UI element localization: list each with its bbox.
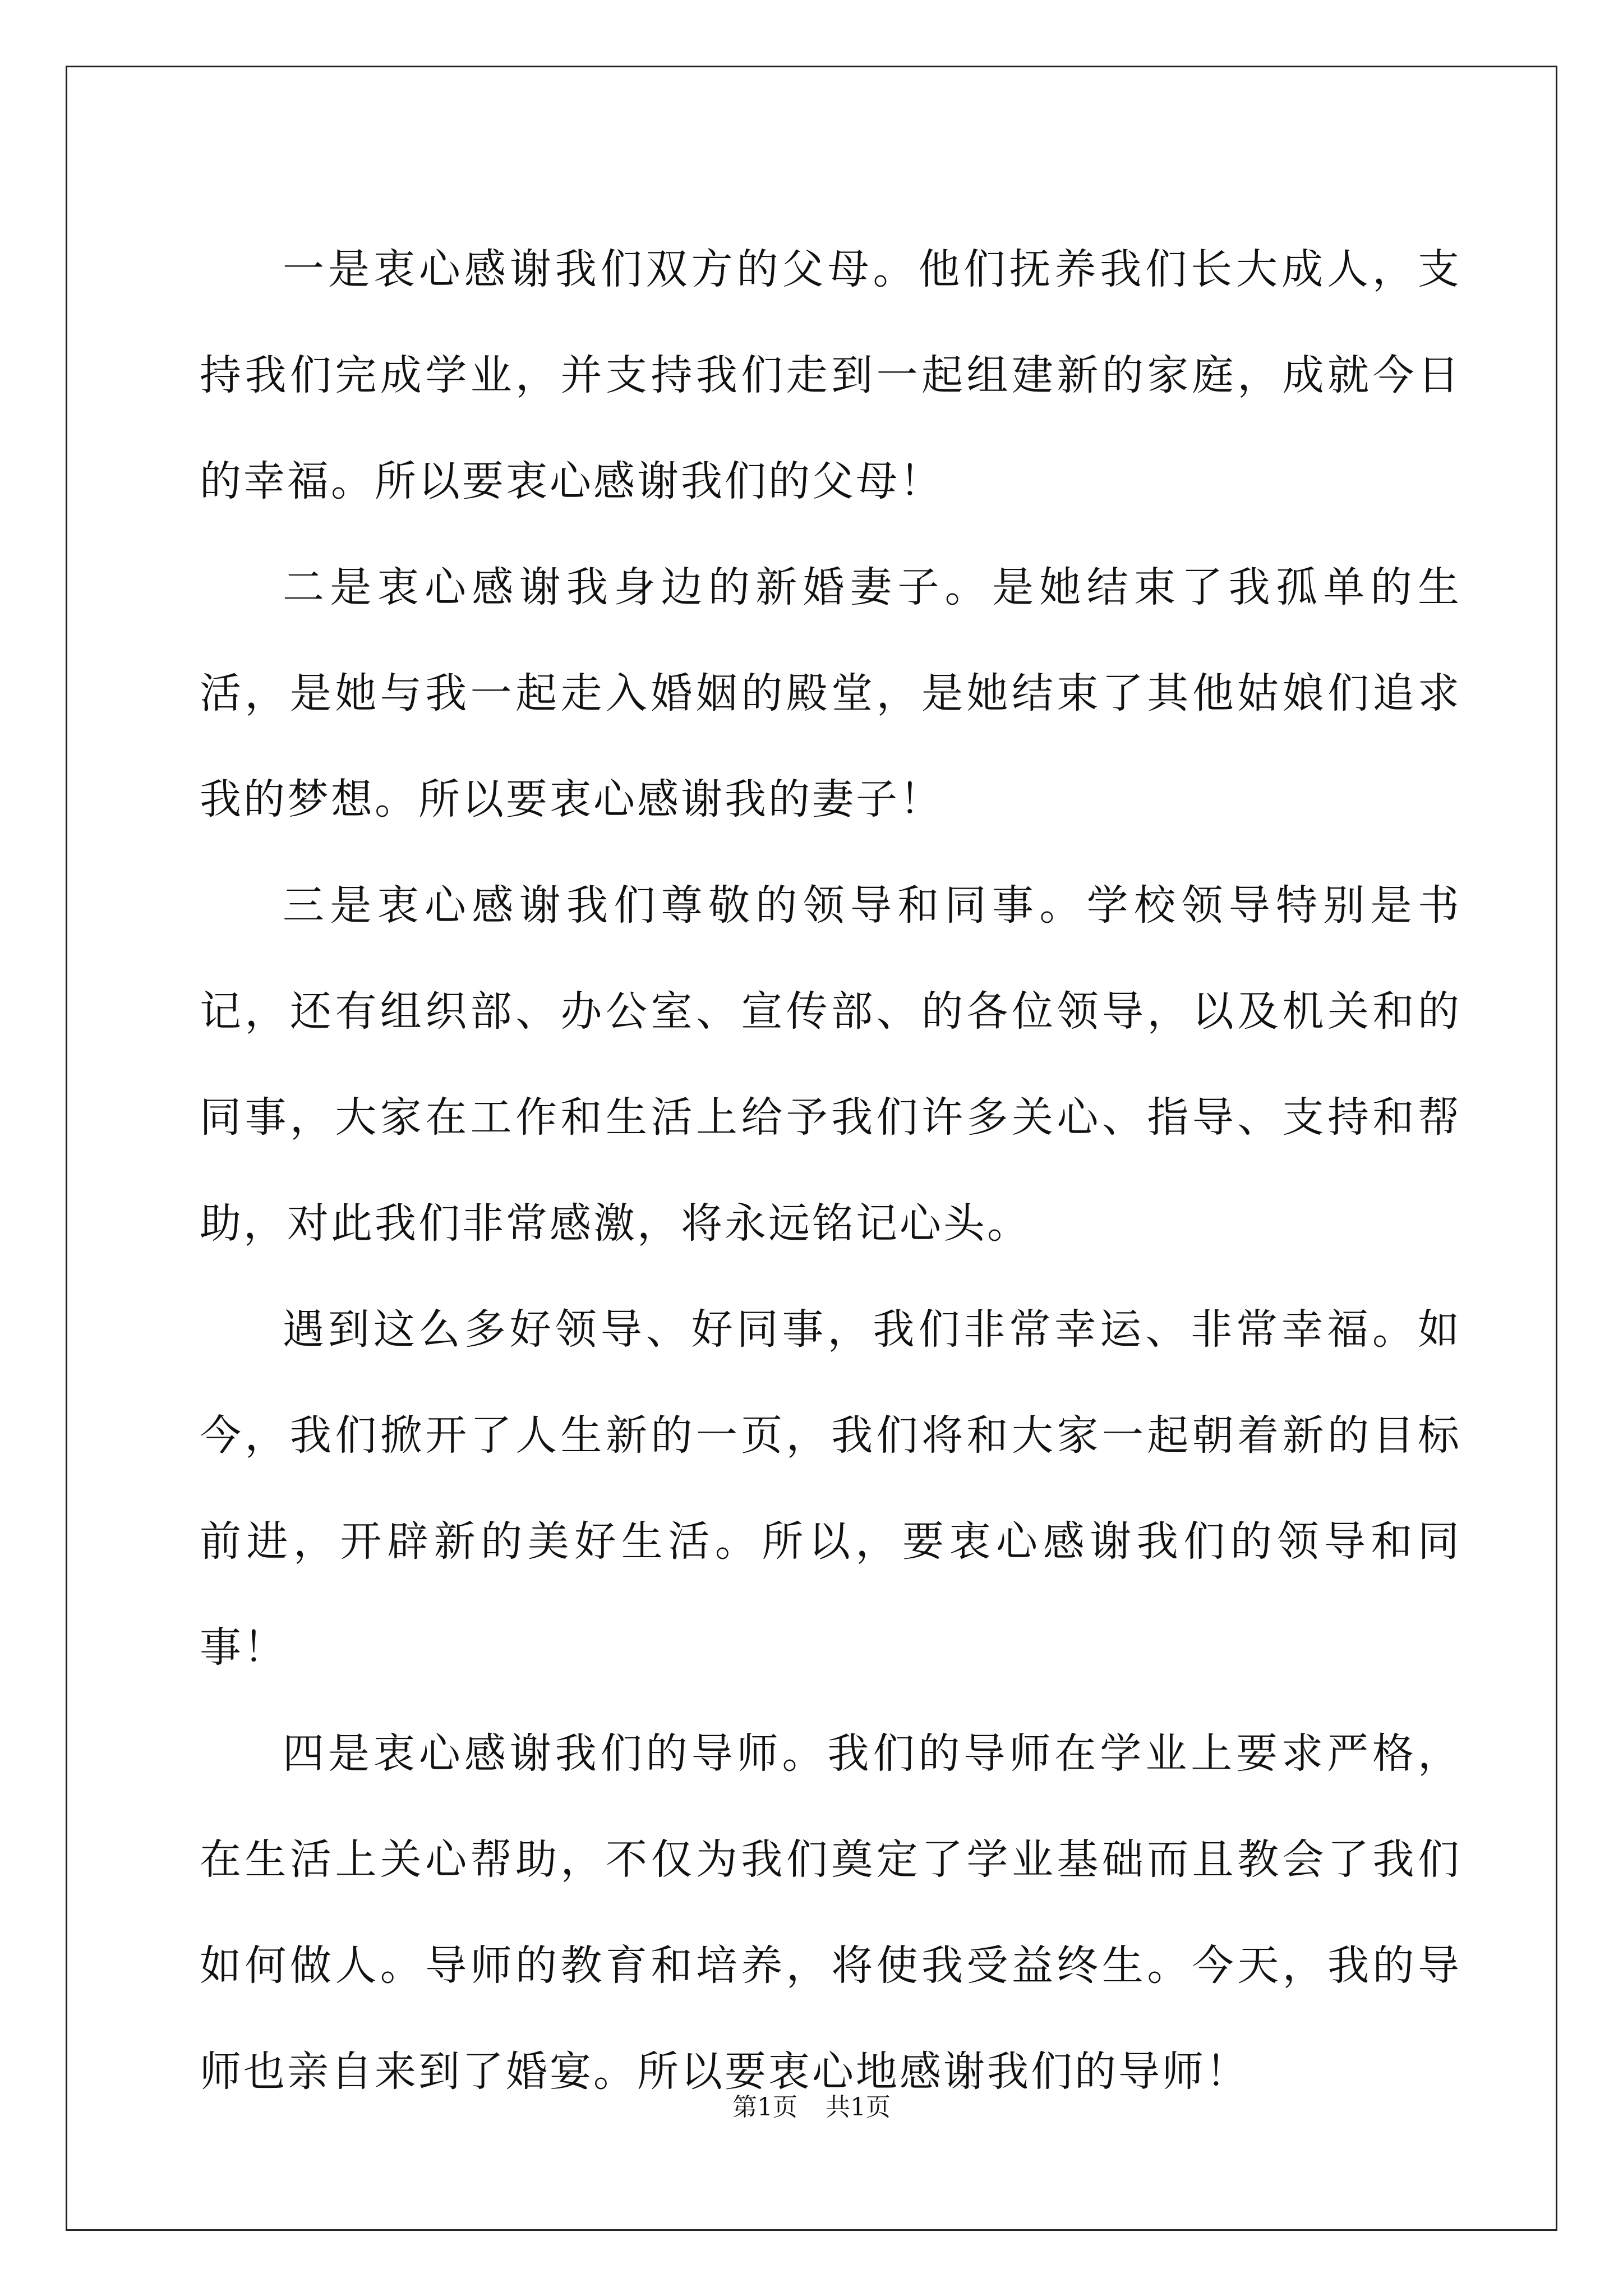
paragraph-5: 四是衷心感谢我们的导师。我们的导师在学业上要求严格，在生活上关心帮助，不仅为我们奠定了学业基础而且教会了我们如何做人。导师的教育和培养，将使我受益终生。今天，我的导师也亲自来到了婚宴。所以要衷心地感谢我们的导师！ [200, 1729, 1461, 2096]
document-body [200, 217, 1461, 2125]
paragraph-3: 三是衷心感谢我们尊敬的领导和同事。学校领导特别是书记，还有组织部、办公室、宣传部、的各位领导，以及机关和的同事，大家在工作和生活上给予我们许多关心、指导、支持和帮助，对此我们非常感激，将永远铭记心头。 [200, 881, 1461, 1248]
paragraph-2: 二是衷心感谢我身边的新婚妻子。是她结束了我孤单的生活，是她与我一起走入婚姻的殿堂，是她结束了其他姑娘们追求我的梦想。所以要衷心感谢我的妻子！ [200, 563, 1461, 823]
page-total: 共1页 [826, 2093, 891, 2122]
page-current: 第1页 [732, 2093, 797, 2122]
page-footer [0, 2087, 1623, 2123]
paragraph-4: 遇到这么多好领导、好同事，我们非常幸运、非常幸福。如今，我们掀开了人生新的一页，我们将和大家一起朝着新的目标前进，开辟新的美好生活。所以，要衷心感谢我们的领导和同事！ [200, 1305, 1461, 1672]
paragraph-1: 一是衷心感谢我们双方的父母。他们抚养我们长大成人，支持我们完成学业，并支持我们走到一起组建新的家庭，成就今日的幸福。所以要衷心感谢我们的父母！ [200, 245, 1461, 505]
